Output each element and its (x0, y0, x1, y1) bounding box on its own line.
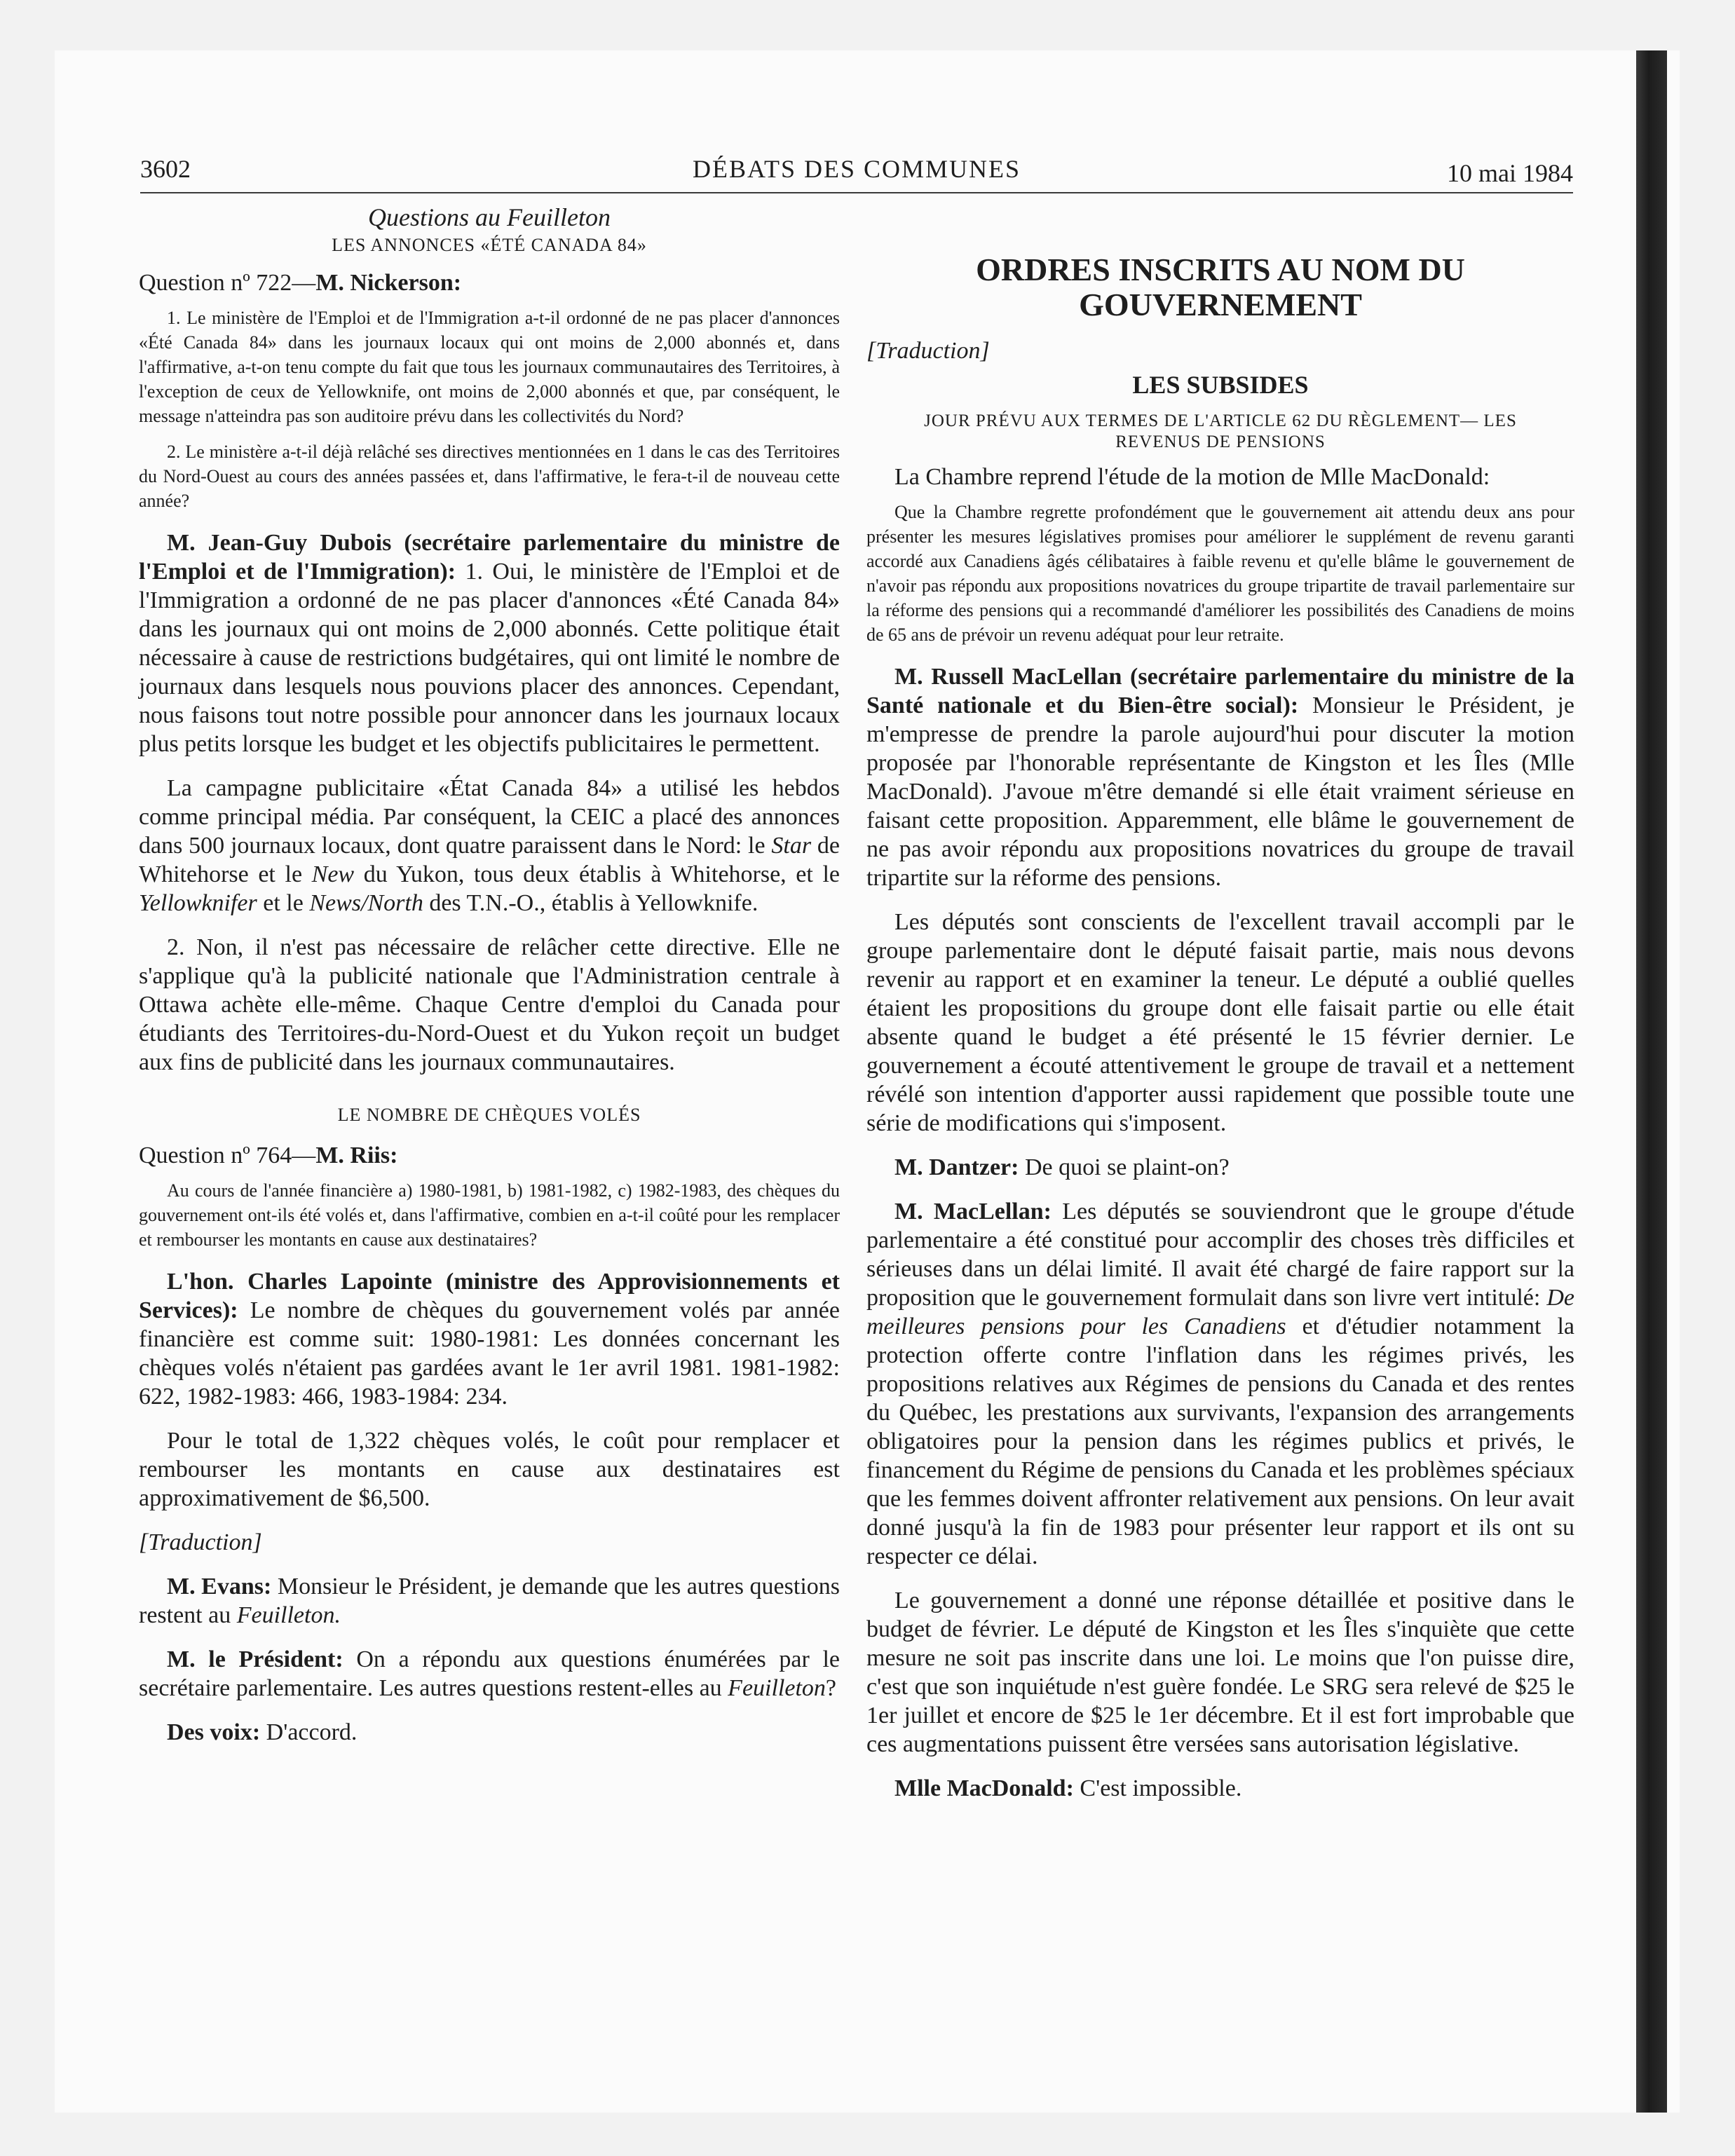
answer-paragraph: M. Jean-Guy Dubois (secrétaire parlementaire du ministre de l'Emploi et de l'Immigration): 1. Oui, le ministère de l'Emploi et de l'Immigration a ordonné de ne pas placer d'annonces «Été Canada 84» dans les journaux qui ont moins de 2,000 abonnés. Cette politique était nécessaire à cause de restrictions budgétaires, qui ont limité le nombre de journaux dans lesquels nous pouvions placer des annonces. Cependant, nous faisons tout notre possible pour annoncer dans les journaux locaux plus petits lorsque les budget et les objectifs publicitaires le permettent. (139, 530, 840, 757)
speaker-name: Des voix: (167, 1719, 261, 1745)
speech-paragraph: M. Evans: Monsieur le Président, je demande que les autres questions restent au Feuilleton. (139, 1574, 840, 1628)
speech-paragraph: M. Dantzer: De quoi se plaint-on? (894, 1154, 1230, 1180)
page-date: 10 mai 1984 (1447, 159, 1573, 187)
right-column (866, 252, 1574, 1803)
translation-note: [Traduction] (139, 1529, 262, 1555)
speech-paragraph: M. Russell MacLellan (secrétaire parlementaire du ministre de la Santé nationale et du Bien-être social): Monsieur le Président, je m'empresse de prendre la parole aujourd'hui pour discuter la motion proposée par l'honorable représentante de Kingston et les Îles (Mlle MacDonald). J'avoue m'être demandé si elle était vraiment sérieuse en faisant cette proposition. Apparemment, elle blâme le gouvernement de ne pas avoir répondu aux propositions novatrices du groupe de travail tripartite sur la réforme des pensions. (866, 664, 1575, 891)
speaker-name: Mlle MacDonald: (894, 1775, 1074, 1801)
question-heading: Question nº 722—M. Nickerson: (139, 270, 462, 296)
answer-paragraph: Pour le total de 1,322 chèques volés, le coût pour remplacer et rembourser les montants en cause aux destinataires est approximativement de $6,500. (139, 1428, 840, 1511)
subsection-heading: LES SUBSIDES (1132, 371, 1309, 399)
speech-paragraph: Mlle MacDonald: C'est impossible. (894, 1775, 1242, 1801)
speaker-name: M. MacLellan: (894, 1199, 1052, 1224)
left-column (139, 203, 840, 1747)
speech-paragraph: Le gouvernement a donné une réponse détaillée et positive dans le budget de février. Le député de Kingston et les Îles s'inquiète que cette mesure ne soit pas inscrite dans une loi. Le moins que l'on puisse dire, c'est que son inquiétude n'est guère fondée. Le SRG sera relevé de $25 le 1er juillet et encore de $25 le 1er décembre. Et il est fort improbable que ces augmentations puissent être versées sans autorisation législative. (866, 1588, 1574, 1757)
motion-intro: La Chambre reprend l'étude de la motion de Mlle MacDonald: (894, 464, 1490, 490)
topic-heading: LES ANNONCES «ÉTÉ CANADA 84» (332, 235, 647, 255)
speaker-name: M. Jean-Guy Dubois (secrétaire parlementaire du ministre de l'Emploi et de l'Immigration): (139, 530, 840, 585)
translation-note: [Traduction] (866, 338, 990, 364)
question-text: 1. Le ministère de l'Emploi et de l'Immigration a-t-il ordonné de ne pas placer d'annonces «Été Canada 84» dans les journaux locaux qui ont moins de 2,000 abonnés et, dans l'affirmative, a-t-on tenu compte du fait que tous les journaux communautaires des Territoires, à l'exception de ceux de Yellowknife, ont moins de 2,000 abonnés et que, par conséquent, le message n'atteindra pas son auditoire prévu dans les collectivités du Nord? (139, 308, 840, 426)
speech-paragraph: M. le Président: On a répondu aux questions énumérées par le secrétaire parlementaire. Les autres questions restent-elles au Feuilleton? (139, 1646, 840, 1701)
answer-paragraph: L'hon. Charles Lapointe (ministre des Approvisionnements et Services): Le nombre de chèques du gouvernement volés par année financière est comme suit: 1980-1981: Les données concernant les chèques volés n'étaient pas gardées avant le 1er avril 1981. 1981-1982: 622, 1982-1983: 466, 1983-1984: 234. (139, 1269, 840, 1410)
answer-paragraph: 2. Non, il n'est pas nécessaire de relâcher cette directive. Elle ne s'applique qu'à la publicité nationale que l'Administration centrale à Ottawa achète elle-même. Chaque Centre d'emploi du Canada pour étudiants des Territoires-du-Nord-Ouest et du Yukon reçoit un budget aux fins de publicité dans les journaux communautaires. (139, 934, 840, 1075)
speech-paragraph: Des voix: D'accord. (167, 1719, 358, 1745)
question-text: 2. Le ministère a-t-il déjà relâché ses directives mentionnées en 1 dans le cas des Territoires du Nord-Ouest au cours des années passées et, dans l'affirmative, le fera-t-il de nouveau cette année? (139, 442, 840, 511)
speaker-name: L'hon. Charles Lapointe (ministre des Approvisionnements et Services): (139, 1269, 840, 1323)
topic-heading: LE NOMBRE DE CHÈQUES VOLÉS (337, 1105, 641, 1125)
scan-edge (1636, 50, 1667, 2113)
day-heading: JOUR PRÉVU AUX TERMES DE L'ARTICLE 62 DU RÈGLEMENT— LES REVENUS DE PENSIONS (924, 411, 1517, 451)
section-title: Questions au Feuilleton (368, 203, 611, 231)
speech-paragraph: Les députés sont conscients de l'excellent travail accompli par le groupe parlementaire dont le député faisait partie, mais nous devons revenir au rapport et en examiner la teneur. Le député a oublié quelles étaient les propositions du groupe dont elle faisait partie ou elle était absente quand le budget a été présenté le 15 février dernier. Le gouvernement a écouté attentivement le groupe de travail et a nettement révélé son intention d'apporter aussi rapidement que possible toute une série de modifications qui s'imposent. (866, 909, 1574, 1136)
page-header (140, 149, 1573, 193)
section-heading: ORDRES INSCRITS AU NOM DU GOUVERNEMENT (976, 252, 1465, 322)
speaker-name: M. le Président: (167, 1646, 343, 1672)
publication-title: DÉBATS DES COMMUNES (692, 155, 1021, 183)
question-text: Au cours de l'année financière a) 1980-1981, b) 1981-1982, c) 1982-1983, des chèques du gouvernement ont-ils été volés et, dans l'affirmative, combien en a-t-il coûté pour les remplacer et rembourser les montants en cause aux destinataires? (139, 1180, 840, 1250)
page-number: 3602 (140, 155, 191, 183)
speaker-name: M. Russell MacLellan (secrétaire parlementaire du ministre de la Santé nationale et du Bien-être social): (866, 664, 1574, 718)
speaker-name: M. Dantzer: (894, 1154, 1019, 1180)
motion-text: Que la Chambre regrette profondément que le gouvernement ait attendu deux ans pour présenter les mesures législatives promises pour améliorer le supplément de revenu garanti accordé aux Canadiens âgés célibataires à faible revenu et qu'elle blâme le gouvernement de n'avoir pas répondu aux propositions novatrices du groupe tripartite de travail parlementaire sur la réforme des pensions qui a recommandé d'améliorer les possibilités des Canadiens de moins de 65 ans de prévoir un revenu adéquat pour leur retraite. (866, 502, 1574, 645)
answer-paragraph: La campagne publicitaire «État Canada 84» a utilisé les hebdos comme principal média. Par conséquent, la CEIC a placé des annonces dans 500 journaux locaux, dont quatre paraissent dans le Nord: le Star de Whitehorse et le New du Yukon, tous deux établis à Whitehorse, et le Yellowknifer et le News/North des T.N.-O., établis à Yellowknife. (139, 775, 841, 916)
speaker-name: M. Evans: (167, 1574, 272, 1599)
question-heading: Question nº 764—M. Riis: (139, 1142, 398, 1168)
speech-paragraph: M. MacLellan: Les députés se souviendront que le groupe d'étude parlementaire a été constitué pour accomplir des choses très difficiles et sérieuses dans un délai limité. Il avait été chargé de faire rapport sur la proposition que le gouvernement formulait dans son livre vert intitulé: De meilleures pensions pour les Canadiens et d'étudier notamment la protection offerte contre l'inflation dans les régimes privés, les propositions relatives aux Régimes de pensions du Canada et des rentes du Québec, les prestations aux survivants, l'expansion des arrangements obligatoires pour la pension dans les régimes publics et privés, le financement du Régime de pensions du Canada et les problèmes spéciaux que les femmes doivent affronter relativement aux pensions. On leur avait donné jusqu'à la fin de 1983 pour présenter leur rapport et ils ont su respecter ce délai. (866, 1199, 1574, 1569)
